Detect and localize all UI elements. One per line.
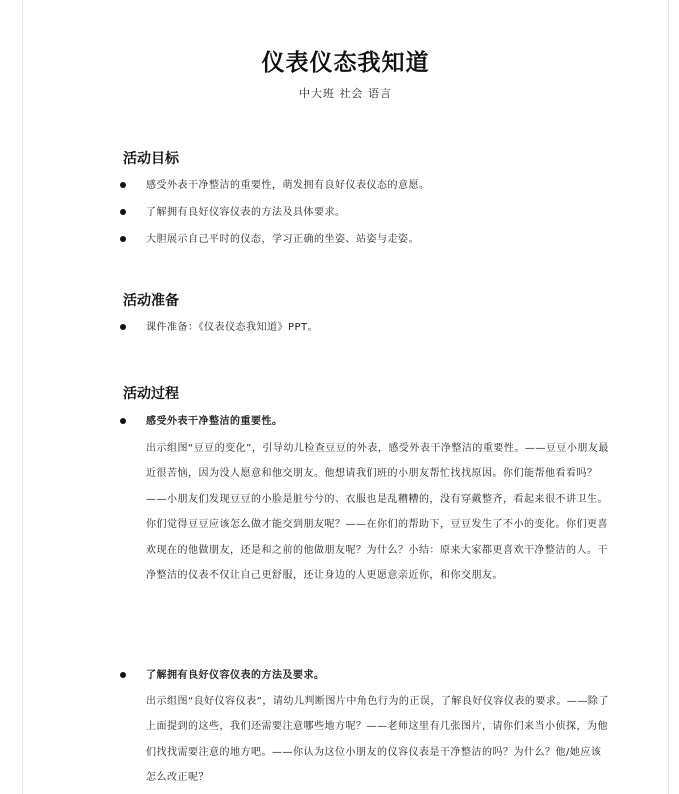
goal-text: 大胆展示自己平时的仪态，学习正确的坐姿、站姿与走姿。 <box>146 234 419 245</box>
bullet-icon <box>120 324 126 330</box>
list-item <box>120 234 430 246</box>
process-step2 <box>120 670 325 682</box>
list-item <box>120 670 325 682</box>
list-item <box>120 416 283 428</box>
process-step1 <box>120 416 283 428</box>
bullet-icon <box>120 209 126 215</box>
document-page <box>22 0 669 794</box>
preparation-text: 课件准备：《仪表仪态我知道》PPT。 <box>146 322 319 333</box>
process-heading: 活动过程 <box>123 386 179 402</box>
list-item <box>120 322 318 334</box>
goals-heading: 活动目标 <box>123 151 179 167</box>
bullet-icon <box>120 672 126 678</box>
step2-paragraph: 出示组图“良好仪容仪表”，请幼儿判断图片中角色行为的正误，了解良好仪容仪表的要求。——除了上面提到的这些，我们还需要注意哪些地方呢？——老师这里有几张图片，请你们来当小侦探，为他们找找需要注意的地方吧。——你认为这位小朋友的仪容仪表是干净整洁的吗？为什么？他/她应该怎么改正呢？ <box>146 696 609 784</box>
goal-text: 了解拥有良好仪容仪表的方法及具体要求。 <box>146 207 346 218</box>
goals-list <box>120 180 430 246</box>
document-subtitle: 中大班 社会 语言 <box>299 87 392 100</box>
goal-text: 感受外表干净整洁的重要性，萌发拥有良好仪表仪态的意愿。 <box>146 180 430 191</box>
bullet-icon <box>120 236 126 242</box>
preparation-heading: 活动准备 <box>123 293 179 309</box>
bullet-icon <box>120 182 126 188</box>
document-title: 仪表仪态我知道 <box>261 49 430 76</box>
bullet-icon <box>120 418 126 424</box>
step1-paragraph: 出示组图“豆豆的变化”，引导幼儿检查豆豆的外表，感受外表干净整洁的重要性。——豆豆小朋友最近很苦恼，因为没人愿意和他交朋友。他想请我们班的小朋友帮忙找找原因。你们能帮他看看吗？——小朋友们发现豆豆的小脸是脏兮兮的、衣服也是乱糟糟的，没有穿戴整齐，看起来很不讲卫生。你们觉得豆豆应该怎么做才能交到朋友呢？——在你们的帮助下，豆豆发生了不小的变化。你们更喜欢现在的他做朋友，还是和之前的他做朋友呢？为什么？小结：原来大家都更喜欢干净整洁的人。干净整洁的仪表不仅让自己更舒服，还让身边的人更愿意亲近你，和你交朋友。 <box>146 443 609 582</box>
list-item <box>120 207 430 219</box>
step-title: 了解拥有良好仪容仪表的方法及要求。 <box>146 670 325 681</box>
list-item <box>120 180 430 192</box>
preparation-list <box>120 322 318 334</box>
step-title: 感受外表干净整洁的重要性。 <box>146 416 283 427</box>
